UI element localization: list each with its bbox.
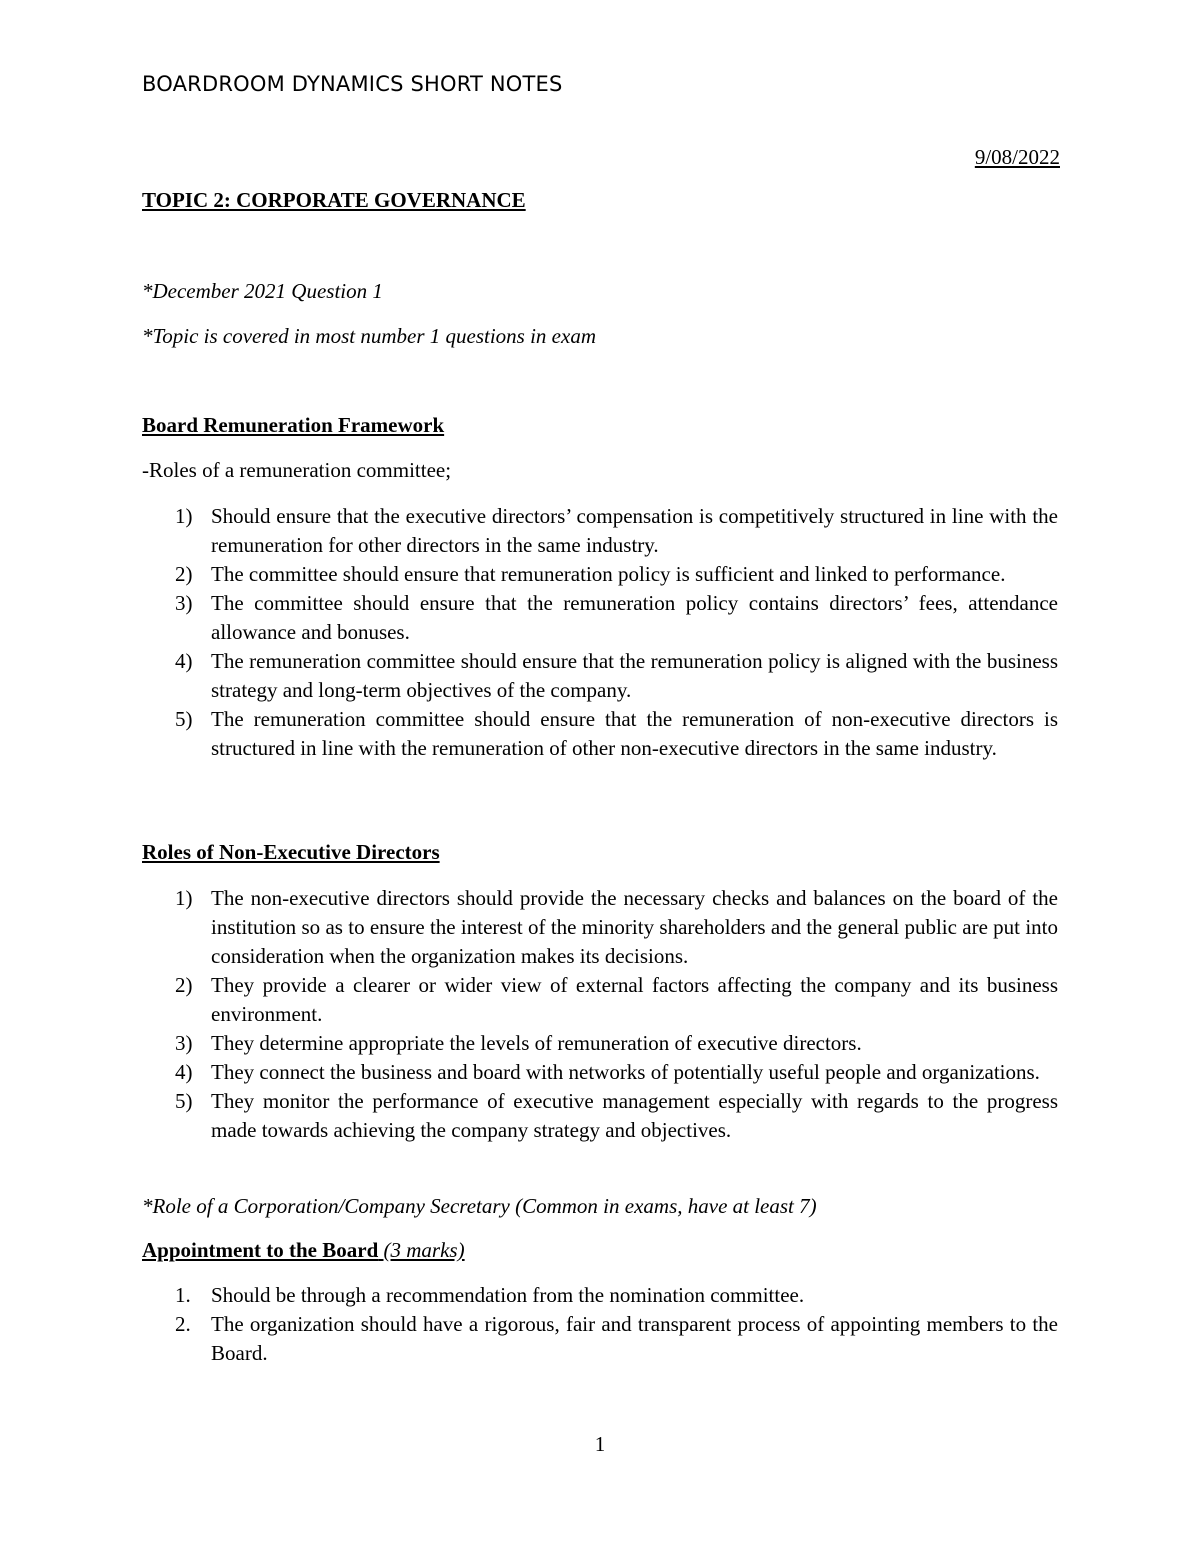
list-item-text: They connect the business and board with networks of potentially useful people and organizations. (211, 1060, 1040, 1084)
appointment-marks: (3 marks) (383, 1238, 465, 1262)
list-item-text: The remuneration committee should ensure that the remuneration policy is aligned with the business strategy and long-term objectives of the company. (211, 649, 1058, 702)
exam-note: *Topic is covered in most number 1 questions in exam (142, 324, 596, 348)
list-item (142, 1029, 1058, 1058)
list-item-number: 1) (175, 886, 193, 910)
list-item-text: The organization should have a rigorous, fair and transparent process of appointing members to the Board. (211, 1312, 1058, 1365)
exam-note: *December 2021 Question 1 (142, 279, 383, 303)
list-item (142, 705, 1058, 763)
list-item-number: 2. (175, 1312, 191, 1336)
list-item (142, 647, 1058, 705)
remuneration-intro: -Roles of a remuneration committee; (142, 458, 452, 482)
list-item (142, 884, 1058, 971)
list-item (142, 1310, 1058, 1368)
list-item-number: 4) (175, 649, 193, 673)
list-item-number: 2) (175, 562, 193, 586)
topic-heading: TOPIC 2: CORPORATE GOVERNANCE (142, 188, 526, 212)
company-secretary-note: *Role of a Corporation/Company Secretary (Common in exams, have at least 7) (142, 1194, 817, 1218)
appointment-heading-text: Appointment to the Board (142, 1238, 379, 1262)
list-item (142, 502, 1058, 560)
list-item-text: Should be through a recommendation from the nomination committee. (211, 1283, 805, 1307)
list-item (142, 560, 1058, 589)
list-item-text: The non-executive directors should provide the necessary checks and balances on the board of the institution so as to ensure the interest of the minority shareholders and the general public are put into consideration when the organization makes its decisions. (211, 886, 1058, 968)
list-item (142, 1058, 1058, 1087)
appointment-heading (142, 1238, 465, 1263)
list-item-text: They determine appropriate the levels of remuneration of executive directors. (211, 1031, 862, 1055)
list-item (142, 589, 1058, 647)
list-item (142, 1087, 1058, 1145)
list-item-text: The committee should ensure that remuneration policy is sufficient and linked to performance. (211, 562, 1006, 586)
remuneration-heading: Board Remuneration Framework (142, 413, 445, 437)
document-date: 9/08/2022 (974, 145, 1060, 169)
document-title: BOARDROOM DYNAMICS SHORT NOTES (142, 72, 563, 96)
non-executive-list (142, 884, 1058, 1145)
page-number: 1 (594, 1432, 606, 1456)
list-item-text: The committee should ensure that the remuneration policy contains directors’ fees, attendance allowance and bonuses. (211, 591, 1058, 644)
list-item-number: 5) (175, 707, 193, 731)
list-item (142, 971, 1058, 1029)
list-item-number: 5) (175, 1089, 193, 1113)
non-executive-heading: Roles of Non-Executive Directors (142, 840, 440, 864)
list-item-number: 3) (175, 1031, 193, 1055)
list-item-number: 1) (175, 504, 193, 528)
list-item (142, 1281, 1058, 1310)
list-item-number: 3) (175, 591, 193, 615)
list-item-text: Should ensure that the executive directors’ compensation is competitively structured in line with the remuneration for other directors in the same industry. (211, 504, 1058, 557)
list-item-number: 2) (175, 973, 193, 997)
appointment-list (142, 1281, 1058, 1368)
list-item-text: They monitor the performance of executive management especially with regards to the progress made towards achieving the company strategy and objectives. (211, 1089, 1058, 1142)
list-item-number: 4) (175, 1060, 193, 1084)
list-item-text: The remuneration committee should ensure that the remuneration of non-executive directors is structured in line with the remuneration of other non-executive directors in the same industry. (211, 707, 1058, 760)
list-item-number: 1. (175, 1283, 191, 1307)
list-item-text: They provide a clearer or wider view of external factors affecting the company and its business environment. (211, 973, 1058, 1026)
remuneration-list (142, 502, 1058, 763)
